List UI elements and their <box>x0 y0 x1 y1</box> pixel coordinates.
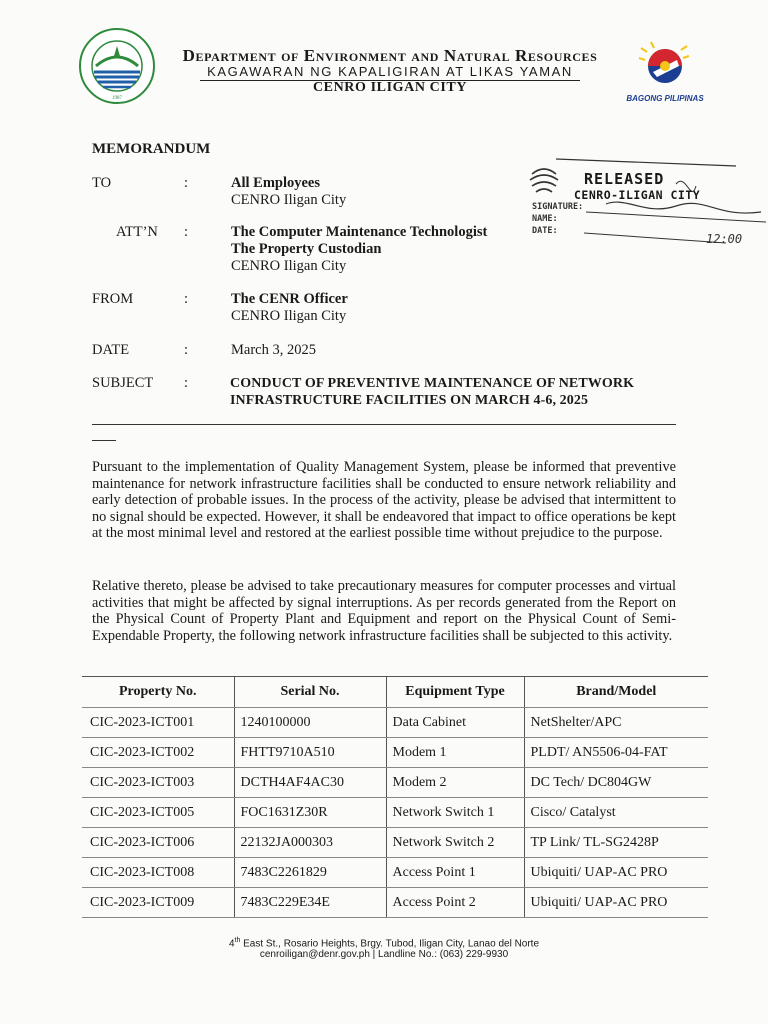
serial-no-cell: 7483C229E34E <box>234 888 386 918</box>
table-header-cell: Property No. <box>82 677 234 708</box>
from-label: FROM <box>92 291 134 307</box>
subject-colon: : <box>184 375 189 391</box>
to-office: CENRO Iligan City <box>231 192 347 208</box>
department-name: Department of Environment and Natural Resources <box>182 46 598 65</box>
seal-year: 1987 <box>112 96 122 101</box>
brand-model-cell: Ubiquiti/ UAP-AC PRO <box>524 858 708 888</box>
stamp-date-label: DATE: <box>532 226 558 236</box>
property-no-cell: CIC-2023-ICT008 <box>82 858 234 888</box>
bagong-pilipinas-label: BAGONG PILIPINAS <box>626 94 704 103</box>
table-row <box>82 798 708 828</box>
attn-line-2: The Property Custodian <box>231 241 382 257</box>
attn-line-1: The Computer Maintenance Technologist <box>231 224 488 240</box>
from-office: CENRO Iligan City <box>231 308 347 324</box>
date-value: March 3, 2025 <box>231 342 316 358</box>
table-header-cell: Brand/Model <box>524 677 708 708</box>
equipment-type-cell: Modem 1 <box>386 738 524 768</box>
equipment-table <box>82 676 708 918</box>
date-label: DATE <box>92 342 130 358</box>
brand-model-cell: DC Tech/ DC804GW <box>524 768 708 798</box>
stamp-name-label: NAME: <box>532 214 558 224</box>
table-header-row <box>82 677 708 708</box>
from-name: The CENR Officer <box>231 291 348 307</box>
stamp-office: CENRO-ILIGAN CITY <box>574 188 701 202</box>
table-row <box>82 828 708 858</box>
equipment-type-cell: Modem 2 <box>386 768 524 798</box>
table-header-cell: Serial No. <box>234 677 386 708</box>
equipment-type-cell: Data Cabinet <box>386 708 524 738</box>
date-colon: : <box>184 342 189 358</box>
attn-colon: : <box>184 224 189 240</box>
brand-model-cell: NetShelter/APC <box>524 708 708 738</box>
subject-label: SUBJECT <box>92 375 154 391</box>
property-no-cell: CIC-2023-ICT001 <box>82 708 234 738</box>
serial-no-cell: FHTT9710A510 <box>234 738 386 768</box>
short-divider <box>92 440 116 441</box>
serial-no-cell: 22132JA000303 <box>234 828 386 858</box>
property-no-cell: CIC-2023-ICT009 <box>82 888 234 918</box>
to-colon: : <box>184 175 189 191</box>
table-row <box>82 738 708 768</box>
footer-contact: cenroiligan@denr.gov.ph | Landline No.: (063) 229-9930 <box>259 949 509 960</box>
equipment-type-cell: Network Switch 1 <box>386 798 524 828</box>
attn-label: ATT’N <box>116 224 158 240</box>
serial-no-cell: 7483C2261829 <box>234 858 386 888</box>
table-row <box>82 888 708 918</box>
serial-no-cell: DCTH4AF4AC30 <box>234 768 386 798</box>
table-row <box>82 708 708 738</box>
attn-recipient <box>231 224 487 275</box>
denr-seal-logo <box>74 26 160 106</box>
brand-model-cell: TP Link/ TL-SG2428P <box>524 828 708 858</box>
flag-sun-icon <box>617 40 713 94</box>
property-no-cell: CIC-2023-ICT003 <box>82 768 234 798</box>
subject-value <box>230 375 634 409</box>
brand-model-cell: Ubiquiti/ UAP-AC PRO <box>524 888 708 918</box>
bagong-pilipinas-logo <box>617 40 713 106</box>
department-tagalog-name: KAGAWARAN NG KAPALIGIRAN AT LIKAS YAMAN <box>200 64 580 81</box>
property-no-cell: CIC-2023-ICT005 <box>82 798 234 828</box>
to-recipient <box>231 175 346 209</box>
address-text: East St., Rosario Heights, Brgy. Tubod, Iligan City, Lanao del Norte <box>240 938 540 950</box>
office-name: CENRO ILIGAN CITY <box>312 80 468 95</box>
table-row <box>82 768 708 798</box>
table-row <box>82 858 708 888</box>
equipment-type-cell: Access Point 1 <box>386 858 524 888</box>
address-number: 4 <box>228 938 235 950</box>
to-name: All Employees <box>231 175 321 191</box>
from-colon: : <box>184 291 189 307</box>
to-label: TO <box>92 175 112 191</box>
brand-model-cell: Cisco/ Catalyst <box>524 798 708 828</box>
property-no-cell: CIC-2023-ICT002 <box>82 738 234 768</box>
subject-line-2: INFRASTRUCTURE FACILITIES ON MARCH 4-6, 2025 <box>230 393 589 408</box>
brand-model-cell: PLDT/ AN5506-04-FAT <box>524 738 708 768</box>
table-header-cell: Equipment Type <box>386 677 524 708</box>
stamp-title: RELEASED <box>584 170 665 188</box>
body-paragraph-1: Pursuant to the implementation of Quality Management System, please be informed that preventive maintenance for network infrastructure facilities shall be conducted to ensure network reliability and early detection of probable issues. In the process of the activity, please be advised that intermittent to no signal should be expected. However, it shall be endeavored that impact to office operations be kept at the most minimal level and restored at the earliest possible time without prejudice to the purpose. <box>92 459 676 542</box>
from-sender <box>231 291 348 325</box>
body-paragraph-2: Relative thereto, please be advised to take precautionary measures for computer processes and virtual activities that might be affected by signal interruptions. As per records generated from the Report on the Physical Count of Property Plant and Equipment and report on the Physical Count of Semi-Expendable Property, the following network infrastructure facilities shall be subjected to this activity. <box>92 578 676 644</box>
address-ordinal: th <box>234 937 241 944</box>
property-no-cell: CIC-2023-ICT006 <box>82 828 234 858</box>
stamp-time: 12:00 <box>706 232 743 246</box>
equipment-type-cell: Access Point 2 <box>386 888 524 918</box>
serial-no-cell: FOC1631Z30R <box>234 798 386 828</box>
header-divider <box>92 424 676 425</box>
memo-title: MEMORANDUM <box>92 141 211 157</box>
serial-no-cell: 1240100000 <box>234 708 386 738</box>
equipment-type-cell: Network Switch 2 <box>386 828 524 858</box>
stamp-signature-label: SIGNATURE: <box>532 202 584 212</box>
subject-line-1: CONDUCT OF PREVENTIVE MAINTENANCE OF NETWORK <box>230 376 635 391</box>
attn-office: CENRO Iligan City <box>231 258 347 274</box>
